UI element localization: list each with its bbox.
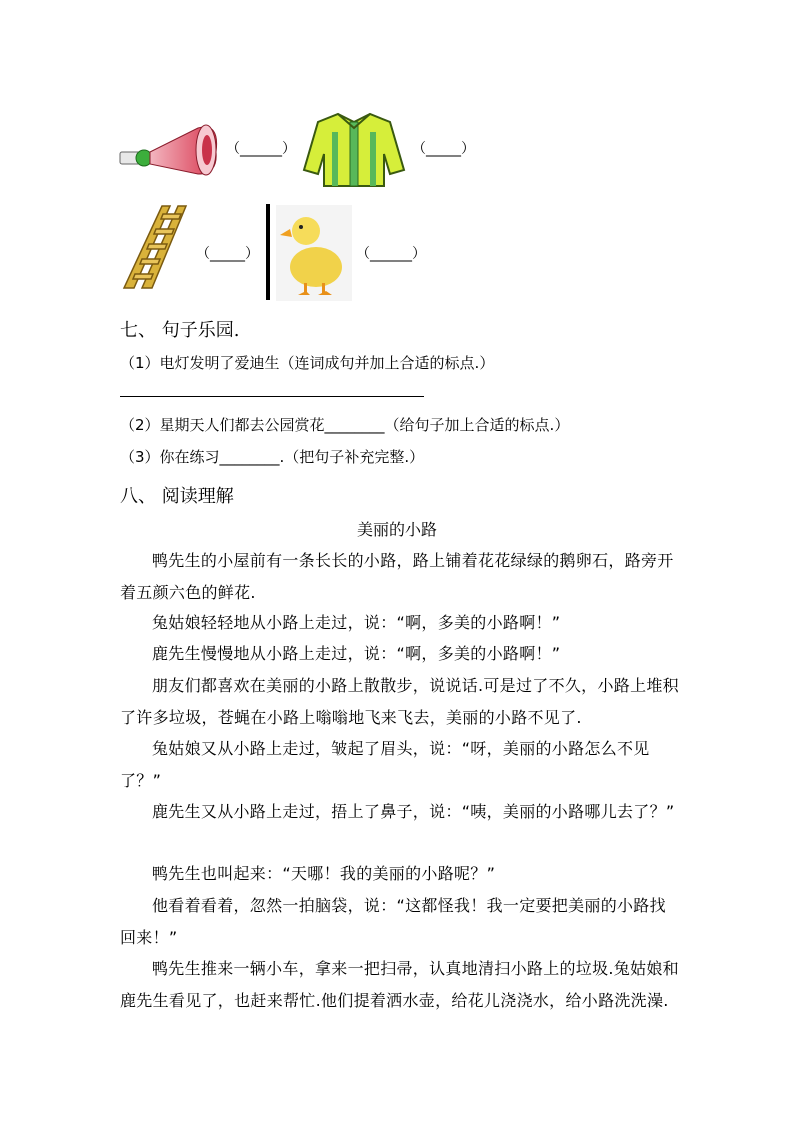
passage-paragraph-8: 他看着看着，忽然一拍脑袋，说：“这都怪我！我一定要把美丽的小路找回来！”: [120, 896, 666, 947]
answer-line[interactable]: [120, 396, 424, 397]
passage-paragraph-4: 朋友们都喜欢在美丽的小路上散散步，说说话.可是过了不久，小路上堆积了许多垃圾，苍蝇在小路上嗡嗡地飞来飞去，美丽的小路不见了.: [120, 676, 679, 727]
question-2: （2）星期天人们都去公园赏花________（给句子加上合适的标点.）: [120, 416, 570, 434]
section-8-heading: 八、 阅读理解: [120, 486, 234, 507]
divider-bar: [266, 204, 270, 300]
passage-paragraph-6: 鹿先生又从小路上走过，捂上了鼻子，说：“咦，美丽的小路哪儿去了？”: [152, 802, 675, 821]
passage-paragraph-2: 兔姑娘轻轻地从小路上走过，说：“啊，多美的小路啊！”: [152, 613, 561, 632]
jacket-answer-blank[interactable]: （_____）: [412, 141, 475, 157]
duckling-answer-blank[interactable]: （______）: [356, 246, 426, 262]
passage-paragraph-9: 鸭先生推来一辆小车，拿来一把扫帚，认真地清扫小路上的垃圾.兔姑娘和鹿先生看见了，也赶来帮忙.他们提着洒水壶，给花儿浇浇水，给小路洗洗澡.: [120, 959, 679, 1010]
passage-paragraph-3: 鹿先生慢慢地从小路上走过，说：“啊，多美的小路啊！”: [152, 644, 561, 663]
passage-paragraph-5: 兔姑娘又从小路上走过，皱起了眉头，说：“呀，美丽的小路怎么不见了？”: [120, 739, 650, 790]
passage-paragraph-7: 鸭先生也叫起来：“天哪！我的美丽的小路呢？”: [152, 864, 496, 883]
horn-picture: [118, 118, 222, 180]
ladder-picture: [120, 204, 190, 290]
duckling-picture: [276, 205, 352, 301]
section-7-heading: 七、 句子乐园.: [120, 320, 240, 341]
question-1: （1）电灯发明了爱迪生（连词成句并加上合适的标点.）: [120, 354, 495, 372]
ladder-answer-blank[interactable]: （_____）: [196, 246, 259, 262]
question-3: （3）你在练习________.（把句子补充完整.）: [120, 448, 425, 466]
horn-answer-blank[interactable]: （______）: [226, 141, 296, 157]
passage-title: 美丽的小路: [356, 520, 437, 539]
jacket-picture: [302, 110, 406, 188]
passage-paragraph-1: 鸭先生的小屋前有一条长长的小路，路上铺着花花绿绿的鹅卵石，路旁开着五颜六色的鲜花.: [120, 551, 674, 602]
